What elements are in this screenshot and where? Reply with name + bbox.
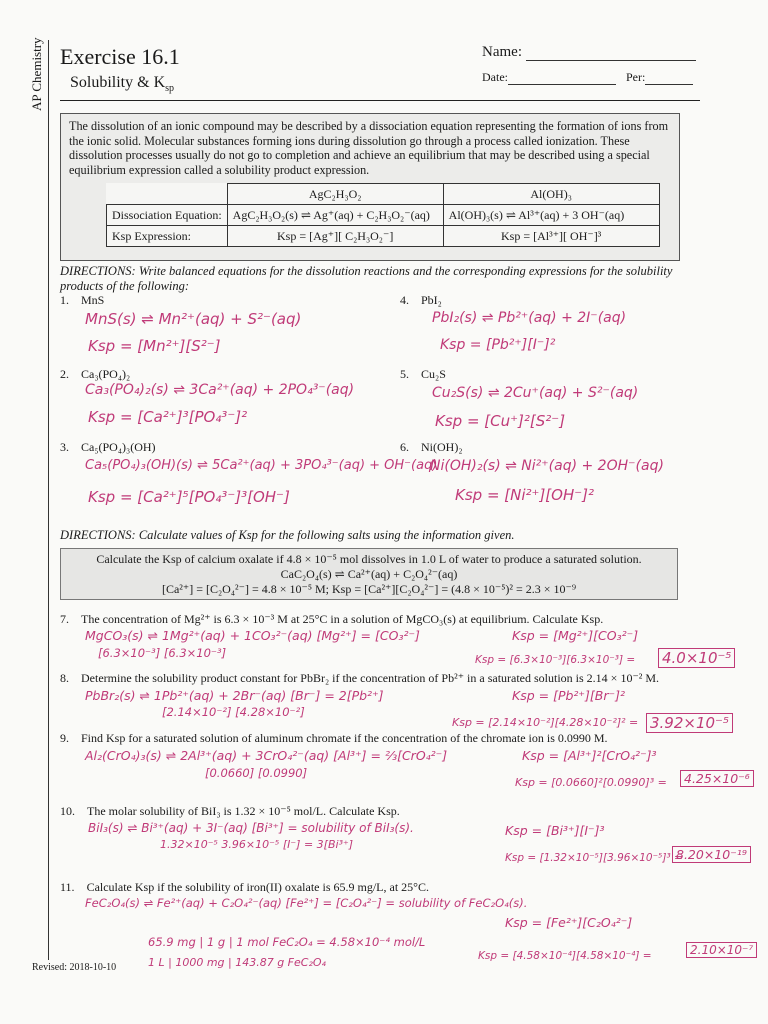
- worksheet-subtitle: Solubility & $K_{sp}$: [70, 74, 175, 95]
- directions-2: DIRECTIONS: Calculate values of Ksp for the following salts using the information given.: [60, 528, 515, 542]
- work-7-calc: Ksp = [6.3×10⁻³][6.3×10⁻³] =: [475, 654, 636, 666]
- answer-2-ksp: Ksp = [Ca²⁺]³[PO₄³⁻]²: [88, 408, 248, 426]
- example-line-3: [Ca²⁺] = [C₂O₄²⁻] = 4.8 × 10⁻⁵ M; Ksp = [Ca²⁺][C₂O₄²⁻] = (4.8 × 10⁻⁵)² = 2.3 × 10⁻⁹: [161, 582, 577, 596]
- row-label-dissociation: Dissociation Equation:: [107, 205, 228, 226]
- answer-6-equation: Ni(OH)₂(s) ⇌ Ni²⁺(aq) + 2OH⁻(aq): [430, 458, 664, 474]
- header-rule: [60, 100, 700, 101]
- problem-5-label: 5. Cu₂S: [400, 367, 446, 381]
- answer-6-ksp: Ksp = [Ni²⁺][OH⁻]²: [455, 486, 595, 504]
- intro-text: The dissolution of an ionic compound may be described by a dissociation equation representing the formation of ions from the ionic solid. Molecular substances forming ions during dissolution go through a process called ionization. These dissolution processes usually do not go to completion and achieve an equilibrium that may be described using a special equilibrium expression called a solubility product expression.: [69, 119, 669, 177]
- work-8-line-2: [2.14×10⁻²] [4.28×10⁻²]: [162, 705, 305, 719]
- work-7-line-2: [6.3×10⁻³] [6.3×10⁻³]: [98, 646, 227, 660]
- work-7-line-1: MgCO₃(s) ⇌ 1Mg²⁺(aq) + 1CO₃²⁻(aq) [Mg²⁺] = [CO₃²⁻]: [85, 628, 420, 643]
- cell: Al(OH)₃(s) ⇌ Al³⁺(aq) + 3 OH⁻(aq): [443, 205, 659, 226]
- work-10-line-1: BiI₃(s) ⇌ Bi³⁺(aq) + 3I⁻(aq) [Bi³⁺] = solubility of BiI₃(s).: [88, 821, 414, 835]
- answer-5-equation: Cu₂S(s) ⇌ 2Cu⁺(aq) + S²⁻(aq): [432, 385, 639, 401]
- work-11-line-1: FeC₂O₄(s) ⇌ Fe²⁺(aq) + C₂O₄²⁻(aq) [Fe²⁺] = [C₂O₄²⁻] = solubility of FeC₂O₄(s).: [85, 896, 528, 910]
- work-9-ksp: Ksp = [Al³⁺]²[CrO₄²⁻]³: [522, 748, 657, 763]
- date-field[interactable]: Date:: [482, 70, 616, 85]
- work-9-line-1: Al₂(CrO₄)₃(s) ⇌ 2Al³⁺(aq) + 3CrO₄²⁻(aq) [Al³⁺] = ⅔[CrO₄²⁻]: [85, 748, 448, 763]
- answer-3-equation: Ca₅(PO₄)₃(OH)(s) ⇌ 5Ca²⁺(aq) + 3PO₄³⁻(aq) + OH⁻(aq): [85, 458, 438, 473]
- answer-11: 2.10×10⁻⁷: [686, 942, 757, 958]
- dissociation-table: [106, 183, 660, 247]
- work-10-line-2: 1.32×10⁻⁵ 3.96×10⁻⁵ [I⁻] = 3[Bi³⁺]: [160, 838, 354, 851]
- row-label-ksp: Ksp Expression:: [107, 226, 228, 247]
- problem-2-label: 2. Ca₃(PO₄)₂: [60, 367, 131, 381]
- answer-7: 4.0×10⁻⁵: [658, 648, 735, 668]
- revision-date: Revised: 2018-10-10: [32, 962, 117, 973]
- work-10-ksp: Ksp = [Bi³⁺][I⁻]³: [505, 823, 605, 838]
- cell: Ksp = [Al³⁺][ OH⁻]³: [443, 226, 659, 247]
- work-9-line-2: [0.0660] [0.0990]: [205, 766, 308, 780]
- period-field[interactable]: Per:: [626, 70, 693, 85]
- answer-2-equation: Ca₃(PO₄)₂(s) ⇌ 3Ca²⁺(aq) + 2PO₄³⁻(aq): [85, 382, 355, 398]
- answer-4-equation: PbI₂(s) ⇌ Pb²⁺(aq) + 2I⁻(aq): [432, 310, 627, 326]
- work-9-calc: Ksp = [0.0660]²[0.0990]³ =: [515, 776, 667, 789]
- name-field[interactable]: Name:: [482, 44, 696, 61]
- work-11-conversion-denominator: 1 L | 1000 mg | 143.87 g FeC₂O₄: [148, 956, 326, 969]
- problem-1-label: 1. MnS: [60, 293, 105, 307]
- table-head-1: AgC₂H₃O₂: [227, 184, 443, 205]
- work-8-calc: Ksp = [2.14×10⁻²][4.28×10⁻²]² =: [452, 716, 639, 729]
- example-line-1: Calculate the Ksp of calcium oxalate if 4.8 × 10⁻⁵ mol dissolves in 1.0 L of water to produce a saturated solution.: [96, 552, 642, 566]
- table-head-2: Al(OH)₃: [443, 184, 659, 205]
- work-10-calc: Ksp = [1.32×10⁻⁵][3.96×10⁻⁵]³ =: [505, 852, 683, 864]
- answer-8: 3.92×10⁻⁵: [646, 713, 733, 733]
- cell: Ksp = [Ag⁺][ C₂H₃O₂⁻]: [227, 226, 443, 247]
- work-11-conversion: 65.9 mg | 1 g | 1 mol FeC₂O₄ = 4.58×10⁻⁴ mol/L: [148, 935, 426, 949]
- problem-3-label: 3. Ca₅(PO₄)₃(OH): [60, 440, 156, 454]
- answer-5-ksp: Ksp = [Cu⁺]²[S²⁻]: [435, 412, 566, 430]
- answer-4-ksp: Ksp = [Pb²⁺][I⁻]²: [440, 337, 556, 353]
- worksheet-title: Exercise 16.1: [60, 44, 180, 69]
- work-8-ksp: Ksp = [Pb²⁺][Br⁻]²: [512, 688, 625, 703]
- cell: AgC₂H₃O₂(s) ⇌ Ag⁺(aq) + C₂H₃O₂⁻(aq): [227, 205, 443, 226]
- problem-8: 8. Determine the solubility product constant for PbBr₂ if the concentration of Pb²⁺ in a saturated solution is 2.14 × 10⁻² M.: [60, 671, 660, 685]
- answer-10: 8.20×10⁻¹⁹: [672, 846, 751, 863]
- problem-6-label: 6. Ni(OH)₂: [400, 440, 463, 454]
- answer-1-ksp: Ksp = [Mn²⁺][S²⁻]: [88, 337, 221, 355]
- work-7-ksp: Ksp = [Mg²⁺][CO₃²⁻]: [512, 628, 639, 643]
- example-box: [60, 548, 678, 600]
- answer-1-equation: MnS(s) ⇌ Mn²⁺(aq) + S²⁻(aq): [85, 310, 302, 328]
- work-11-calc: Ksp = [4.58×10⁻⁴][4.58×10⁻⁴] =: [478, 950, 652, 962]
- answer-9: 4.25×10⁻⁶: [680, 770, 754, 787]
- answer-3-ksp: Ksp = [Ca²⁺]⁵[PO₄³⁻]³[OH⁻]: [88, 488, 290, 506]
- problem-10: 10. The molar solubility of BiI₃ is 1.32 × 10⁻⁵ mol/L. Calculate Ksp.: [60, 804, 400, 818]
- directions-1: DIRECTIONS: Write balanced equations for the dissolution reactions and the corresponding expressions for the solubility products of the following:: [60, 264, 673, 293]
- problem-11: 11. Calculate Ksp if the solubility of iron(II) oxalate is 65.9 mg/L, at 25°C.: [60, 880, 429, 894]
- work-8-line-1: PbBr₂(s) ⇌ 1Pb²⁺(aq) + 2Br⁻(aq) [Br⁻] = 2[Pb²⁺]: [85, 688, 384, 703]
- margin-rule: [48, 40, 49, 960]
- course-label: AP Chemistry: [29, 37, 44, 111]
- problem-7: 7. The concentration of Mg²⁺ is 6.3 × 10⁻³ M at 25°C in a solution of MgCO₃(s) at equilibrium. Calculate Ksp.: [60, 612, 604, 626]
- problem-4-label: 4. PbI₂: [400, 293, 442, 307]
- work-11-ksp: Ksp = [Fe²⁺][C₂O₄²⁻]: [505, 915, 633, 930]
- example-line-2: CaC₂O₄(s) ⇌ Ca²⁺(aq) + C₂O₄²⁻(aq): [280, 567, 458, 581]
- problem-9: 9. Find Ksp for a saturated solution of aluminum chromate if the concentration of the chromate ion is 0.0990 M.: [60, 731, 608, 745]
